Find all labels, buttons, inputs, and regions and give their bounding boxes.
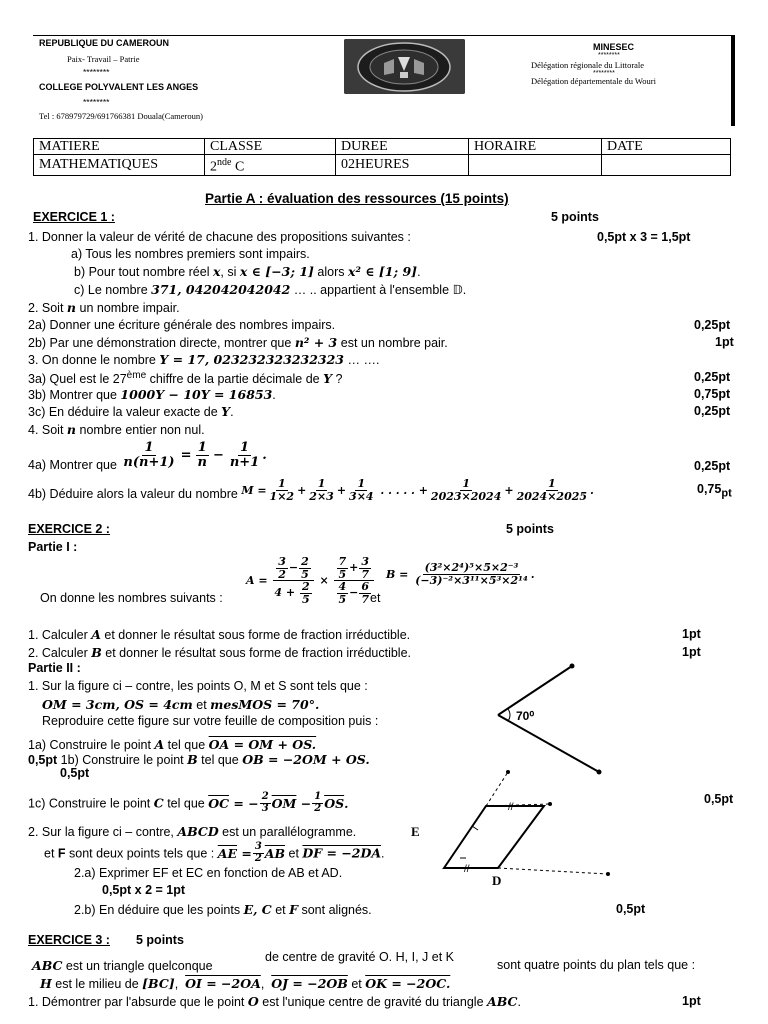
question-text: 3. On donne le nombre Y = 17, 023232323232323 … …. [28, 352, 380, 367]
question-text: 4a) Montrer que $\frac{1}{n(n+1)}$ = $\frac{1}{n}$ − $\frac{1}{n+1}$ . [28, 440, 267, 472]
question-points: 0,25pt [694, 318, 731, 332]
question-points: 0,5pt [704, 792, 734, 806]
question-text: 4b) Déduire alors la valeur du nombre M = $\frac{1}{1\times 2}$ + $\frac{1}{2\times 3}$ + $\frac{1}{3\times 4}$ . . . . . + $\frac{1}{2023\times 2024}$ + $\frac{1}{2024\times 2025}$ . [28, 477, 594, 503]
header-cell: HORAIRE [469, 139, 602, 155]
point-e [506, 770, 510, 774]
separator: ******** [83, 97, 110, 107]
question-text: de centre de gravité O. H, I, J et K [265, 950, 454, 964]
angle-figure [484, 660, 614, 780]
question-points: 1pt [682, 994, 701, 1008]
conjunction: et [370, 591, 381, 605]
question-text: 2. Calculer B et donner le résultat sous forme de fraction irréductible. [28, 645, 411, 660]
parallelogram-abcd [444, 806, 544, 868]
question-points: 0,25pt [694, 404, 731, 418]
duration-cell: 02HEURES [336, 155, 469, 176]
parallelogram-figure [436, 770, 616, 890]
exercise-title: EXERCICE 2 : [28, 522, 110, 536]
formula-b: B = $\frac{\text{(3²×2⁴)⁵×5×2⁻³}}{\text{(−3)⁻²×3¹¹×5³×2¹⁴}}$ . [386, 561, 535, 587]
dotted-line [486, 772, 508, 806]
part-label: Partie I : [28, 540, 78, 554]
header-cell: MATIERE [34, 139, 205, 155]
point-f [606, 872, 610, 876]
table-row [34, 155, 731, 176]
dotted-line [498, 868, 608, 874]
question-points: $0,75_{pt}$ [697, 482, 732, 500]
ministry-name: MINESEC [593, 42, 635, 52]
question-points: 1pt [715, 335, 734, 349]
angle-label: 70⁰ [516, 709, 535, 723]
question-text: 0,5pt 1b) Construire le point B tel que OB = −2OM + OS. [28, 752, 370, 767]
exercise-points: 5 points [506, 522, 554, 536]
exam-info-table [33, 138, 731, 176]
subject-cell: MATHEMATIQUES [34, 155, 205, 176]
question-text: 2b) Par une démonstration directe, montrer que n² + 3 est un nombre pair. [28, 335, 448, 350]
question-text: a) Tous les nombres premiers sont impairs. [71, 247, 310, 261]
question-text: 2.a) Exprimer EF et EC en fonction de AB et AD. [74, 866, 343, 880]
question-text: 2. Soit n un nombre impair. [28, 300, 180, 315]
question-text: On donne les nombres suivants : [40, 591, 223, 605]
question-points: 0,5pt x 2 = 1pt [102, 883, 186, 897]
formula-a: A = $\frac{3}{2}$ − $\frac{2}{5}$ 4 + $\frac{2}{5}$ × $\frac{7}{5}$ + $\frac{3}{7}$ $\frac{4}{5}$ − $\frac{6}{7}$ [246, 556, 375, 605]
exercise-points: 5 points [551, 210, 599, 224]
header-cell: DATE [602, 139, 731, 155]
exercise-title: EXERCICE 3 : [28, 933, 110, 947]
date-cell [602, 155, 731, 176]
header-cell: CLASSE [205, 139, 336, 155]
question-text: Reproduire cette figure sur votre feuille de composition puis : [42, 714, 379, 728]
country-name: REPUBLIQUE DU CAMEROUN [39, 38, 170, 48]
question-text: 1. Calculer A et donner le résultat sous forme de fraction irréductible. [28, 627, 411, 642]
segment-om [498, 666, 572, 715]
regional-delegation: Délégation régionale du Littorale [531, 60, 645, 70]
question-text: 3c) En déduire la valeur exacte de Y. [28, 404, 234, 419]
question-text: c) Le nombre 371, 042042042042 … .. appartient à l'ensemble 𝔻. [74, 282, 467, 297]
exercise-points: 5 points [136, 933, 184, 947]
question-text: 3b) Montrer que 1000Y − 10Y = 16853. [28, 387, 276, 402]
question-points: 1pt [682, 627, 701, 641]
question-text: 2a) Donner une écriture générale des nombres impairs. [28, 318, 336, 332]
question-text: 2.b) En déduire que les points E, C et F sont alignés. [74, 902, 372, 917]
segment-os [498, 715, 599, 772]
question-text: 1. Donner la valeur de vérité de chacune des propositions suivantes : [28, 230, 411, 244]
svg-text://: // [464, 864, 470, 875]
point-c-ext [548, 802, 552, 806]
question-text: H est le milieu de [BC], OI = −2OA, OJ = −2OB et OK = −2OC. [40, 976, 451, 991]
question-points: 1pt [682, 645, 701, 659]
class-cell: 2nde C [205, 155, 336, 176]
question-text: ABC est un triangle quelconque [32, 958, 213, 973]
exercise-title: EXERCICE 1 : [33, 210, 115, 224]
table-header-row [34, 139, 731, 155]
question-points: 0,25pt [694, 370, 731, 384]
question-points: 0,25pt [694, 459, 731, 473]
question-points: 0,5pt x 3 = 1,5pt [597, 230, 691, 244]
svg-text://: // [508, 802, 514, 813]
question-text: b) Pour tout nombre réel x, si x ∈ [−3; 1] alors x² ∈ [1; 9]. [74, 264, 421, 279]
school-logo [344, 39, 465, 94]
question-text: 3a) Quel est le 27ème chiffre de la partie décimale de Y ? [28, 370, 343, 387]
question-points: 0,5pt [616, 902, 646, 916]
document-header [33, 35, 735, 126]
separator: ******** [593, 70, 615, 77]
question-text: 2. Sur la figure ci – contre, ABCD est un parallélogramme. [28, 824, 357, 839]
question-text: 1. Démontrer par l'absurde que le point O est l'unique centre de gravité du triangle ABC. [28, 994, 521, 1009]
question-text: 4. Soit n nombre entier non nul. [28, 422, 205, 437]
question-text: 1. Sur la figure ci – contre, les points O, M et S sont tels que : [28, 679, 368, 693]
part-title: Partie A : évaluation des ressources (15 points) [205, 191, 509, 206]
separator: ******** [83, 67, 110, 77]
point-label-d: D [492, 873, 502, 888]
part-label: Partie II : [28, 661, 81, 675]
question-text: sont quatre points du plan tels que : [497, 958, 696, 972]
school-name: COLLEGE POLYVALENT LES ANGES [39, 82, 199, 92]
angle-arc [508, 709, 510, 721]
header-cell: DUREE [336, 139, 469, 155]
question-text: et F sont deux points tels que : $\overline{AE}$ = $\frac{3}{2}$ $\overline{AB}$ et DF = −2DA. [44, 841, 385, 864]
departmental-delegation: Délégation départementale du Wouri [531, 76, 656, 86]
time-cell [469, 155, 602, 176]
separator: ******** [598, 52, 620, 59]
question-text: 1a) Construire le point A tel que OA = OM + OS. [28, 737, 317, 752]
given-lengths: OM = 3cm, OS = 4cm et mesMOS = 70°. [42, 697, 320, 712]
point-m [570, 664, 575, 669]
question-text: 1c) Construire le point C tel que $\overline{OC}$ = − $\frac{2}{3}$ $\overline{OM}$ − $\frac{1}{2}$ $\overline{OS}$ . [28, 791, 349, 814]
question-points: 0,75pt [694, 387, 731, 401]
question-points: 0,5pt [60, 766, 90, 780]
motto: Paix- Travail – Patrie [67, 54, 140, 64]
point-label: E [411, 824, 420, 839]
school-phone: Tel : 678979729/691766381 Douala(Cameroun) [39, 111, 203, 121]
